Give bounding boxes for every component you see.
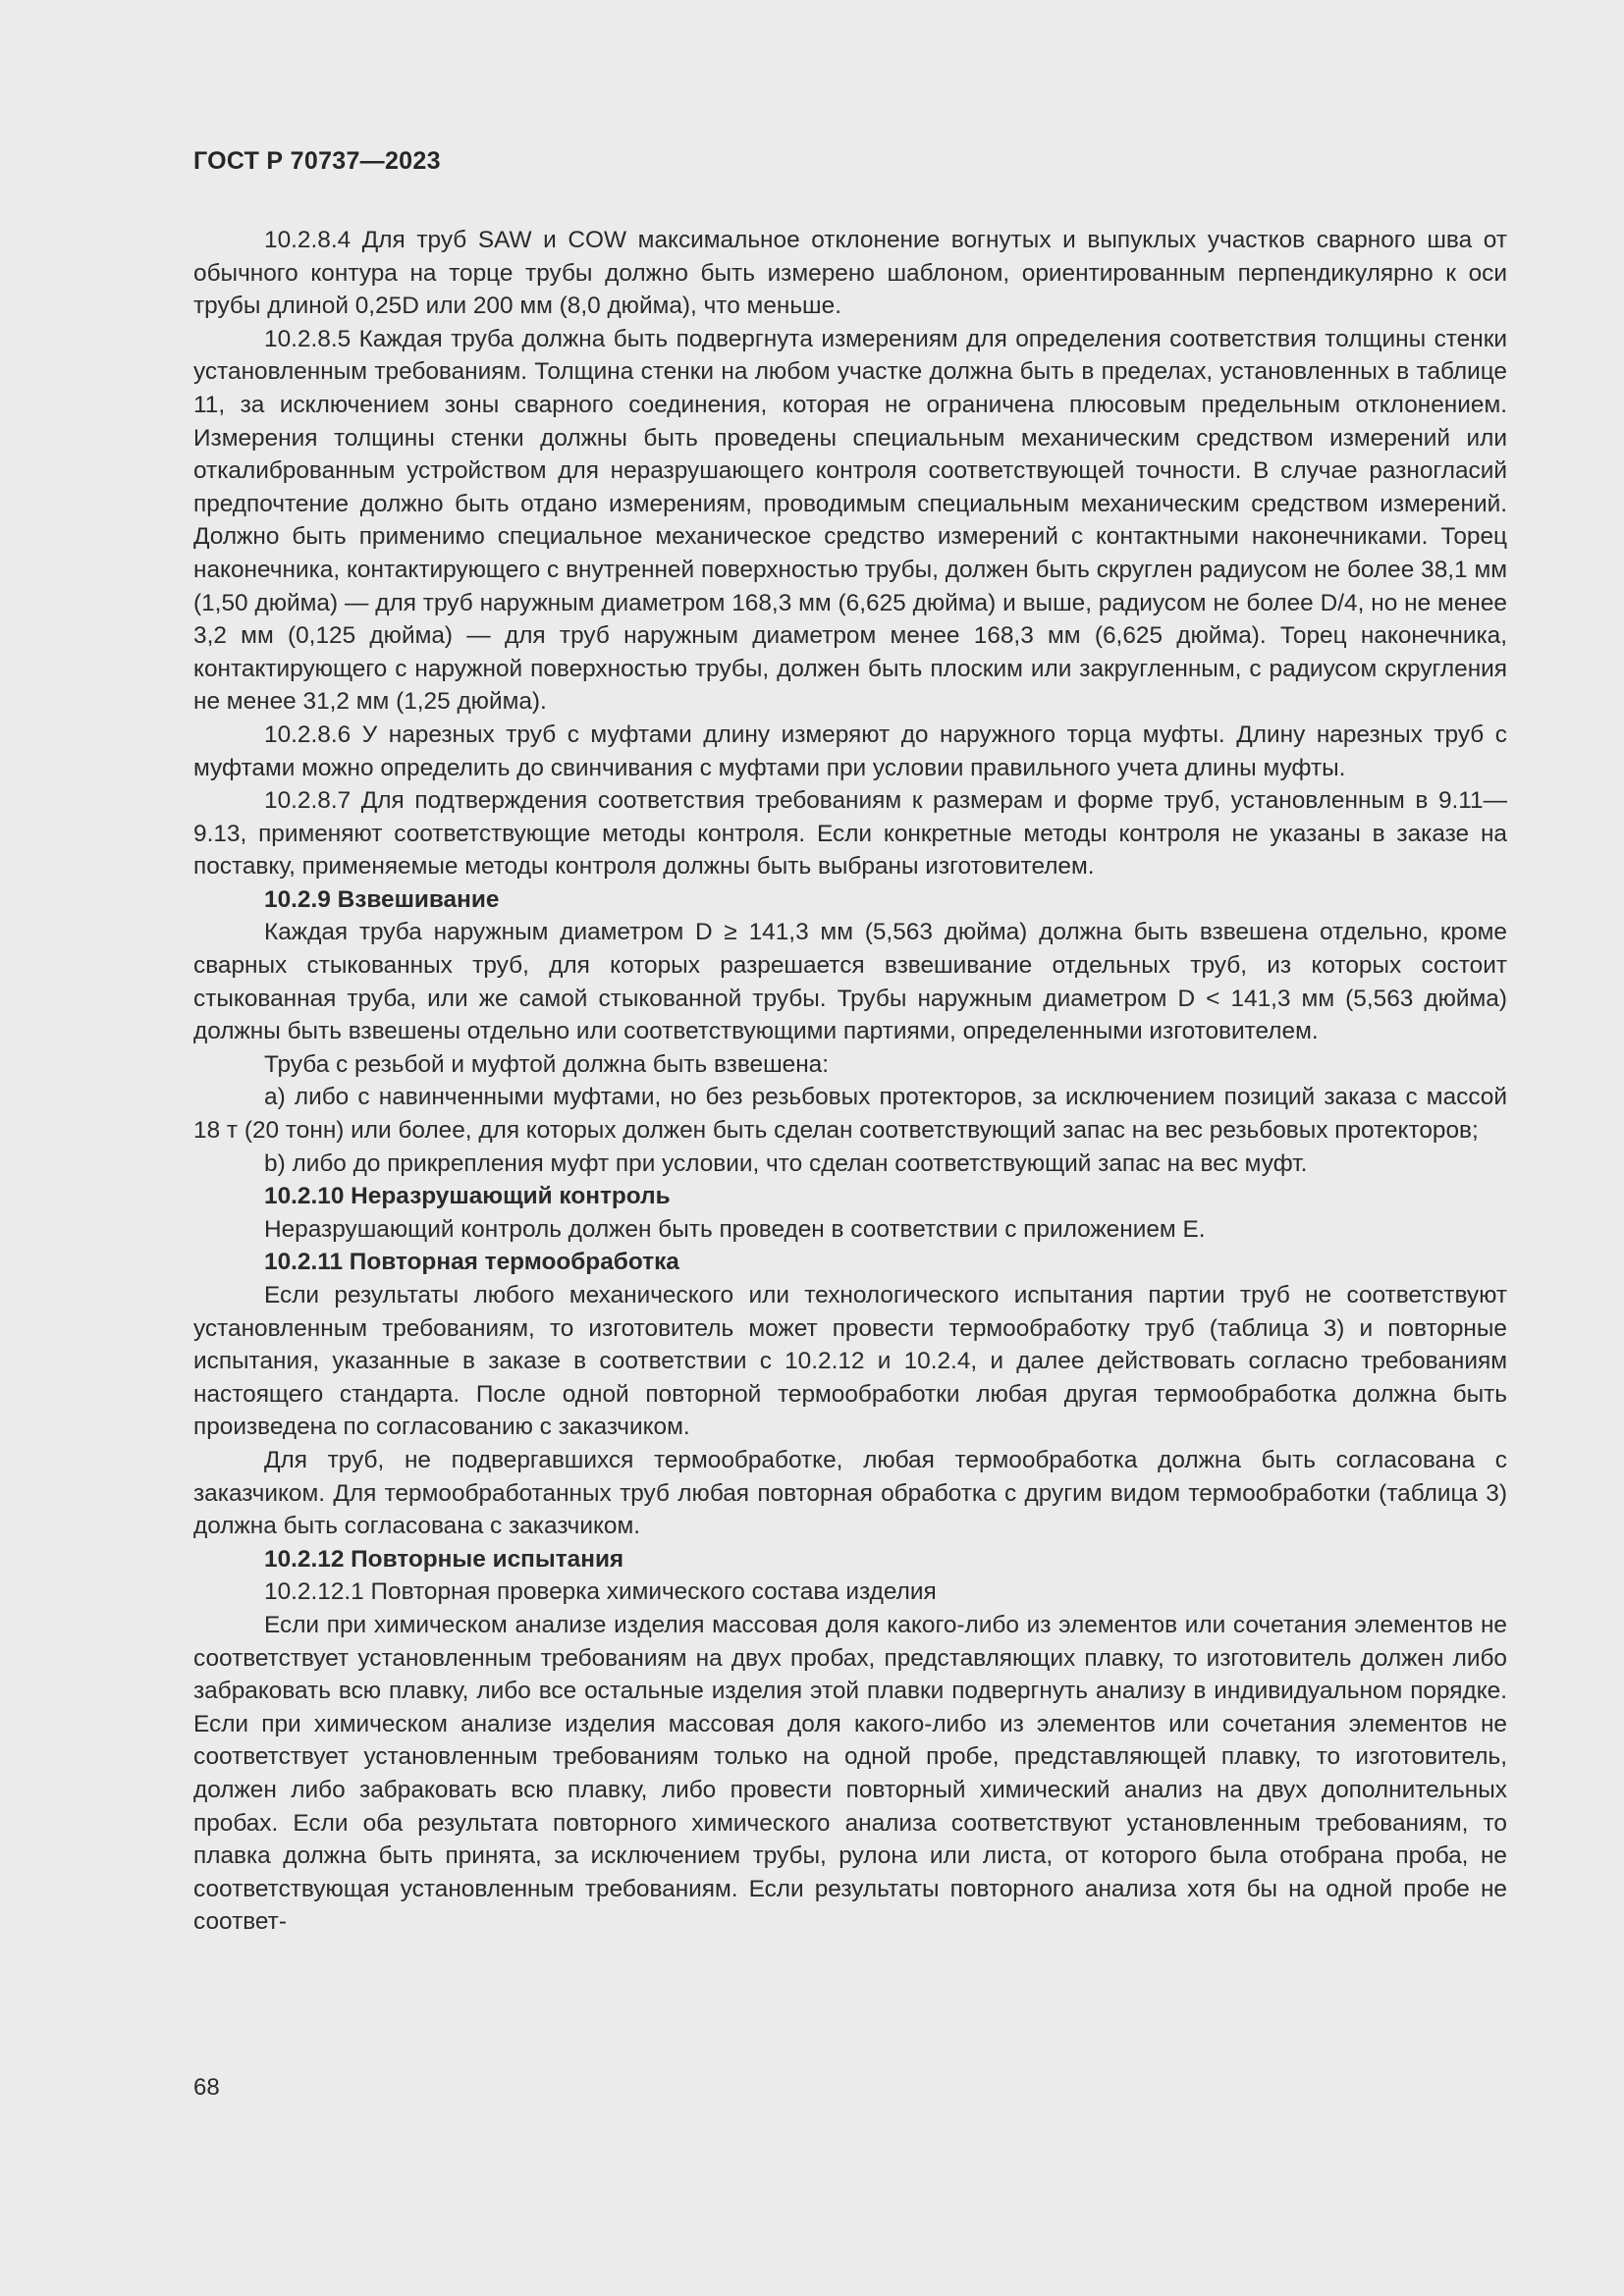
paragraph-10-2-8-7: 10.2.8.7 Для подтверждения соответствия требованиям к размерам и форме труб, установленным в 9.11—9.13, применяют соответствующие методы контроля. Если конкретные методы контроля не указаны в заказе на поставку, применяемые методы контроля должны быть выбраны изготовителем. [193, 787, 1507, 881]
list-item-a: а) либо с навинченными муфтами, но без резьбовых протекторов, за исключением позиций заказа с массой 18 т (20 тонн) или более, для которых должен быть сделан соответствующий запас на вес резьбовых протекторов; [193, 1084, 1507, 1145]
paragraph-reheat-1: Если результаты любого механического или технологического испытания партии труб не соответствуют установленным требованиям, то изготовитель может провести термообработку труб (таблица 3) и повторные испытания, указанные в заказе в соответствии с 10.2.12 и 10.2.4, и далее действовать согласно требованиям настоящего стандарта. После одной повторной термообработки любая другая термообработка должна быть произведена по согласованию с заказчиком. [193, 1282, 1507, 1441]
paragraph-threaded-pipe: Труба с резьбой и муфтой должна быть взвешена: [264, 1050, 830, 1078]
paragraph-chemical-retest: Если при химическом анализе изделия массовая доля какого-либо из элементов или сочетания элементов не соответствует установленным требованиям на двух пробах, представляющих плавку, то изготовитель должен либо забраковать всю плавку, либо все остальные изделия этой плавки подвергнуть анализу в индивидуальном порядке. Если при химическом анализе изделия массовая доля какого-либо из элементов или сочетания элементов не соответствует установленным требованиям только на одной пробе, представляющей плавку, то изготовитель, должен либо забраковать всю плавку, либо провести повторный химический анализ на двух дополнительных пробах. Если оба результата повторного химического анализа соответствуют установленным требованиям, то плавка должна быть принята, за исключением трубы, рулона или листа, от которого была отобрана проба, не соответствующая установленным требованиям. Если результаты повторного анализа хотя бы на одной пробе не соответ- [193, 1611, 1507, 1936]
page-number: 68 [193, 2074, 220, 2101]
paragraph-reheat-2: Для труб, не подвергавшихся термообработке, любая термообработка должна быть согласована с заказчиком. Для термообработанных труб любая повторная обработка с другим видом термообработки (таблица 3) должна быть согласована с заказчиком. [193, 1446, 1507, 1540]
paragraph-ndt: Неразрушающий контроль должен быть проведен в соответствии с приложением Е. [264, 1215, 1206, 1243]
section-heading-weighing: 10.2.9 Взвешивание [264, 885, 500, 913]
section-heading-retests: 10.2.12 Повторные испытания [264, 1545, 624, 1573]
list-item-b: b) либо до прикрепления муфт при условии, что сделан соответствующий запас на вес муфт. [264, 1149, 1308, 1177]
section-heading-reheat: 10.2.11 Повторная термообработка [264, 1249, 679, 1276]
paragraph-weighing: Каждая труба наружным диаметром D ≥ 141,3 мм (5,563 дюйма) должна быть взвешена отдельно, кроме сварных стыкованных труб, для которых разрешается взвешивание отдельных труб, из которых состоит стыкованная труба, или же самой стыкованной трубы. Трубы наружным диаметром D < 141,3 мм (5,563 дюйма) должны быть взвешены отдельно или соответствующими партиями, определенными изготовителем. [193, 919, 1507, 1045]
paragraph-10-2-8-6: 10.2.8.6 У нарезных труб с муфтами длину измеряют до наружного торца муфты. Длину нарезных труб с муфтами можно определить до свинчивания с муфтами при условии правильного учета длины муфты. [193, 721, 1507, 781]
section-heading-ndt: 10.2.10 Неразрушающий контроль [264, 1183, 671, 1210]
paragraph-10-2-8-5: 10.2.8.5 Каждая труба должна быть подвергнута измерениям для определения соответствия толщины стенки установленным требованиям. Толщина стенки на любом участке должна быть в пределах, установленных в таблице 11, за исключением зоны сварного соединения, которая не ограничена плюсовым предельным отклонением. Измерения толщины стенки должны быть проведены специальным механическим средством измерений или откалиброванным устройством для неразрушающего контроля соответствующей точности. В случае разногласий предпочтение должно быть отдано измерениям, проводимым специальным механическим средством измерений. Должно быть применимо специальное механическое средство измерений с контактными наконечниками. Торец наконечника, контактирующего с внутренней поверхностью трубы, должен быть скруглен радиусом не более 38,1 мм (1,50 дюйма) — для труб наружным диаметром 168,3 мм (6,625 дюйма) и выше, радиусом не более D/4, но не менее 3,2 мм (0,125 дюйма) — для труб наружным диаметром менее 168,3 мм (6,625 дюйма). Торец наконечника, контактирующего с наружной поверхностью трубы, должен быть плоским или закругленным, с радиусом скругления не менее 31,2 мм (1,25 дюйма). [193, 325, 1507, 716]
document-header: ГОСТ Р 70737—2023 [193, 147, 441, 175]
paragraph-10-2-8-4: 10.2.8.4 Для труб SAW и COW максимальное отклонение вогнутых и выпуклых участков сварного шва от обычного контура на торце трубы должно быть измерено шаблоном, ориентированным перпендикулярно к оси трубы длиной 0,25D или 200 мм (8,0 дюйма), что меньше. [193, 227, 1507, 320]
paragraph-10-2-12-1: 10.2.12.1 Повторная проверка химического состава изделия [264, 1578, 937, 1606]
document-body [193, 224, 1507, 1939]
